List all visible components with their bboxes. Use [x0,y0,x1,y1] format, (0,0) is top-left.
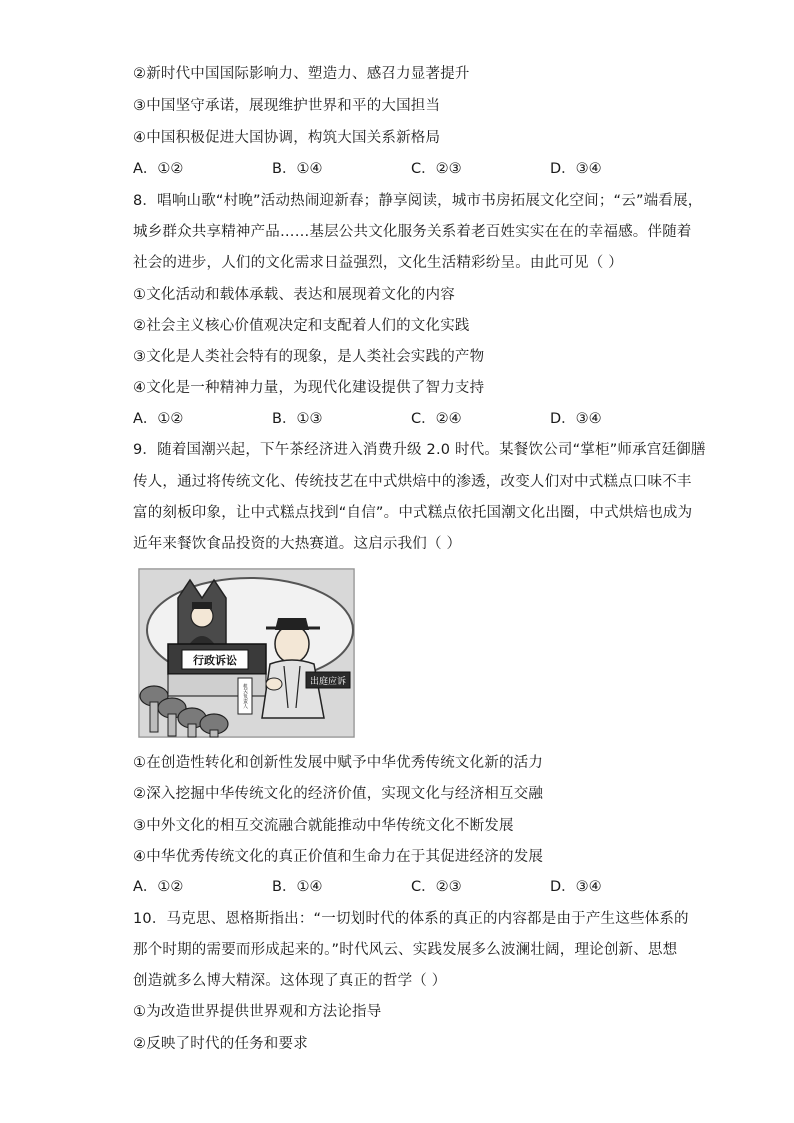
q10-statement-2: ②反映了时代的任务和要求 [133,1036,308,1052]
q8-stem-line-3: 社会的进步，人们的文化需求日益强烈，文化生活精彩纷呈。由此可见（ ） [133,255,623,271]
desk-sign-text: 行政诉讼 [193,654,237,667]
q7-option-c[interactable]: C．②③ [411,161,462,177]
q9-stem-line-4: 近年来餐饮食品投资的大热赛道。这启示我们（ ） [133,536,462,552]
q7-option-b[interactable]: B．①④ [272,161,323,177]
q7-options [133,159,693,179]
q8-option-d[interactable]: D．③④ [550,411,602,427]
q9-statement-3: ③中外文化的相互交流融合就能推动中华传统文化不断发展 [133,818,514,834]
q7-option-d[interactable]: D．③④ [550,161,602,177]
q8-stem-line-1: 8．唱响山歌“村晚”活动热闹迎新春；静享阅读，城市书房拓展文化空间；“云”端看展， [133,193,703,209]
q9-stem-line-1: 9．随着国潮兴起，下午茶经济进入消费升级 2.0 时代。某餐饮公司“掌柜”师承宫廷御膳 [133,442,706,458]
q9-option-d[interactable]: D．③④ [550,879,602,895]
q10-stem-line-3: 创造就多么博大精深。这体现了真正的哲学（ ） [133,973,447,989]
q9-stem-line-3: 富的刻板印象，让中式糕点找到“自信”。中式糕点依托国潮文化出圈，中式烘焙也成为 [133,505,693,521]
q8-option-b[interactable]: B．①③ [272,411,323,427]
q9-options [133,877,693,897]
q10-statement-1: ①为改造世界提供世界观和方法论指导 [133,1004,382,1020]
q9-statement-1: ①在创造性转化和创新性发展中赋予中华优秀传统文化新的活力 [133,755,544,771]
q7-option-a[interactable]: A．①② [133,161,184,177]
q8-statement-4: ④文化是一种精神力量，为现代化建设提供了智力支持 [133,380,485,396]
q8-option-a[interactable]: A．①② [133,411,184,427]
q9-stem-line-2: 传人，通过将传统文化、传统技艺在中式烘焙中的渗透，改变人们对中式糕点口味不丰 [133,474,692,490]
q8-stem-line-2: 城乡群众共享精神产品……基层公共文化服务关系着老百姓实实在在的幸福感。伴随着 [133,224,692,240]
q8-statement-3: ③文化是人类社会特有的现象，是人类社会实践的产物 [133,349,485,365]
q9-option-c[interactable]: C．②③ [411,879,462,895]
q10-stem-line-1: 10．马克思、恩格斯指出：“一切划时代的体系的真正的内容都是由于产生这些体系的 [133,911,689,927]
q8-option-c[interactable]: C．②④ [411,411,462,427]
q9-option-a[interactable]: A．①② [133,879,184,895]
q7-statement-2: ②新时代中国国际影响力、塑造力、感召力显著提升 [133,66,470,82]
court-sign-text: 出庭应诉 [309,677,347,687]
q7-statement-3: ③中国坚守承诺，展现维护世界和平的大国担当 [133,98,441,114]
q7-statement-4: ④中国积极促进大国协调，构筑大国关系新格局 [133,130,441,146]
q8-options [133,409,693,429]
q8-statement-1: ①文化活动和载体承载、表达和展现着文化的内容 [133,287,455,303]
administrative-litigation-cartoon [138,568,355,738]
q9-option-b[interactable]: B．①④ [272,879,323,895]
official-badge-text: 机关负责人 [242,683,248,709]
q9-statement-4: ④中华优秀传统文化的真正价值和生命力在于其促进经济的发展 [133,849,544,865]
q10-stem-line-2: 那个时期的需要而形成起来的。”时代风云、实践发展多么波澜壮阔，理论创新、思想 [133,942,678,958]
q8-statement-2: ②社会主义核心价值观决定和支配着人们的文化实践 [133,318,470,334]
q9-statement-2: ②深入挖掘中华传统文化的经济价值，实现文化与经济相互交融 [133,786,544,802]
